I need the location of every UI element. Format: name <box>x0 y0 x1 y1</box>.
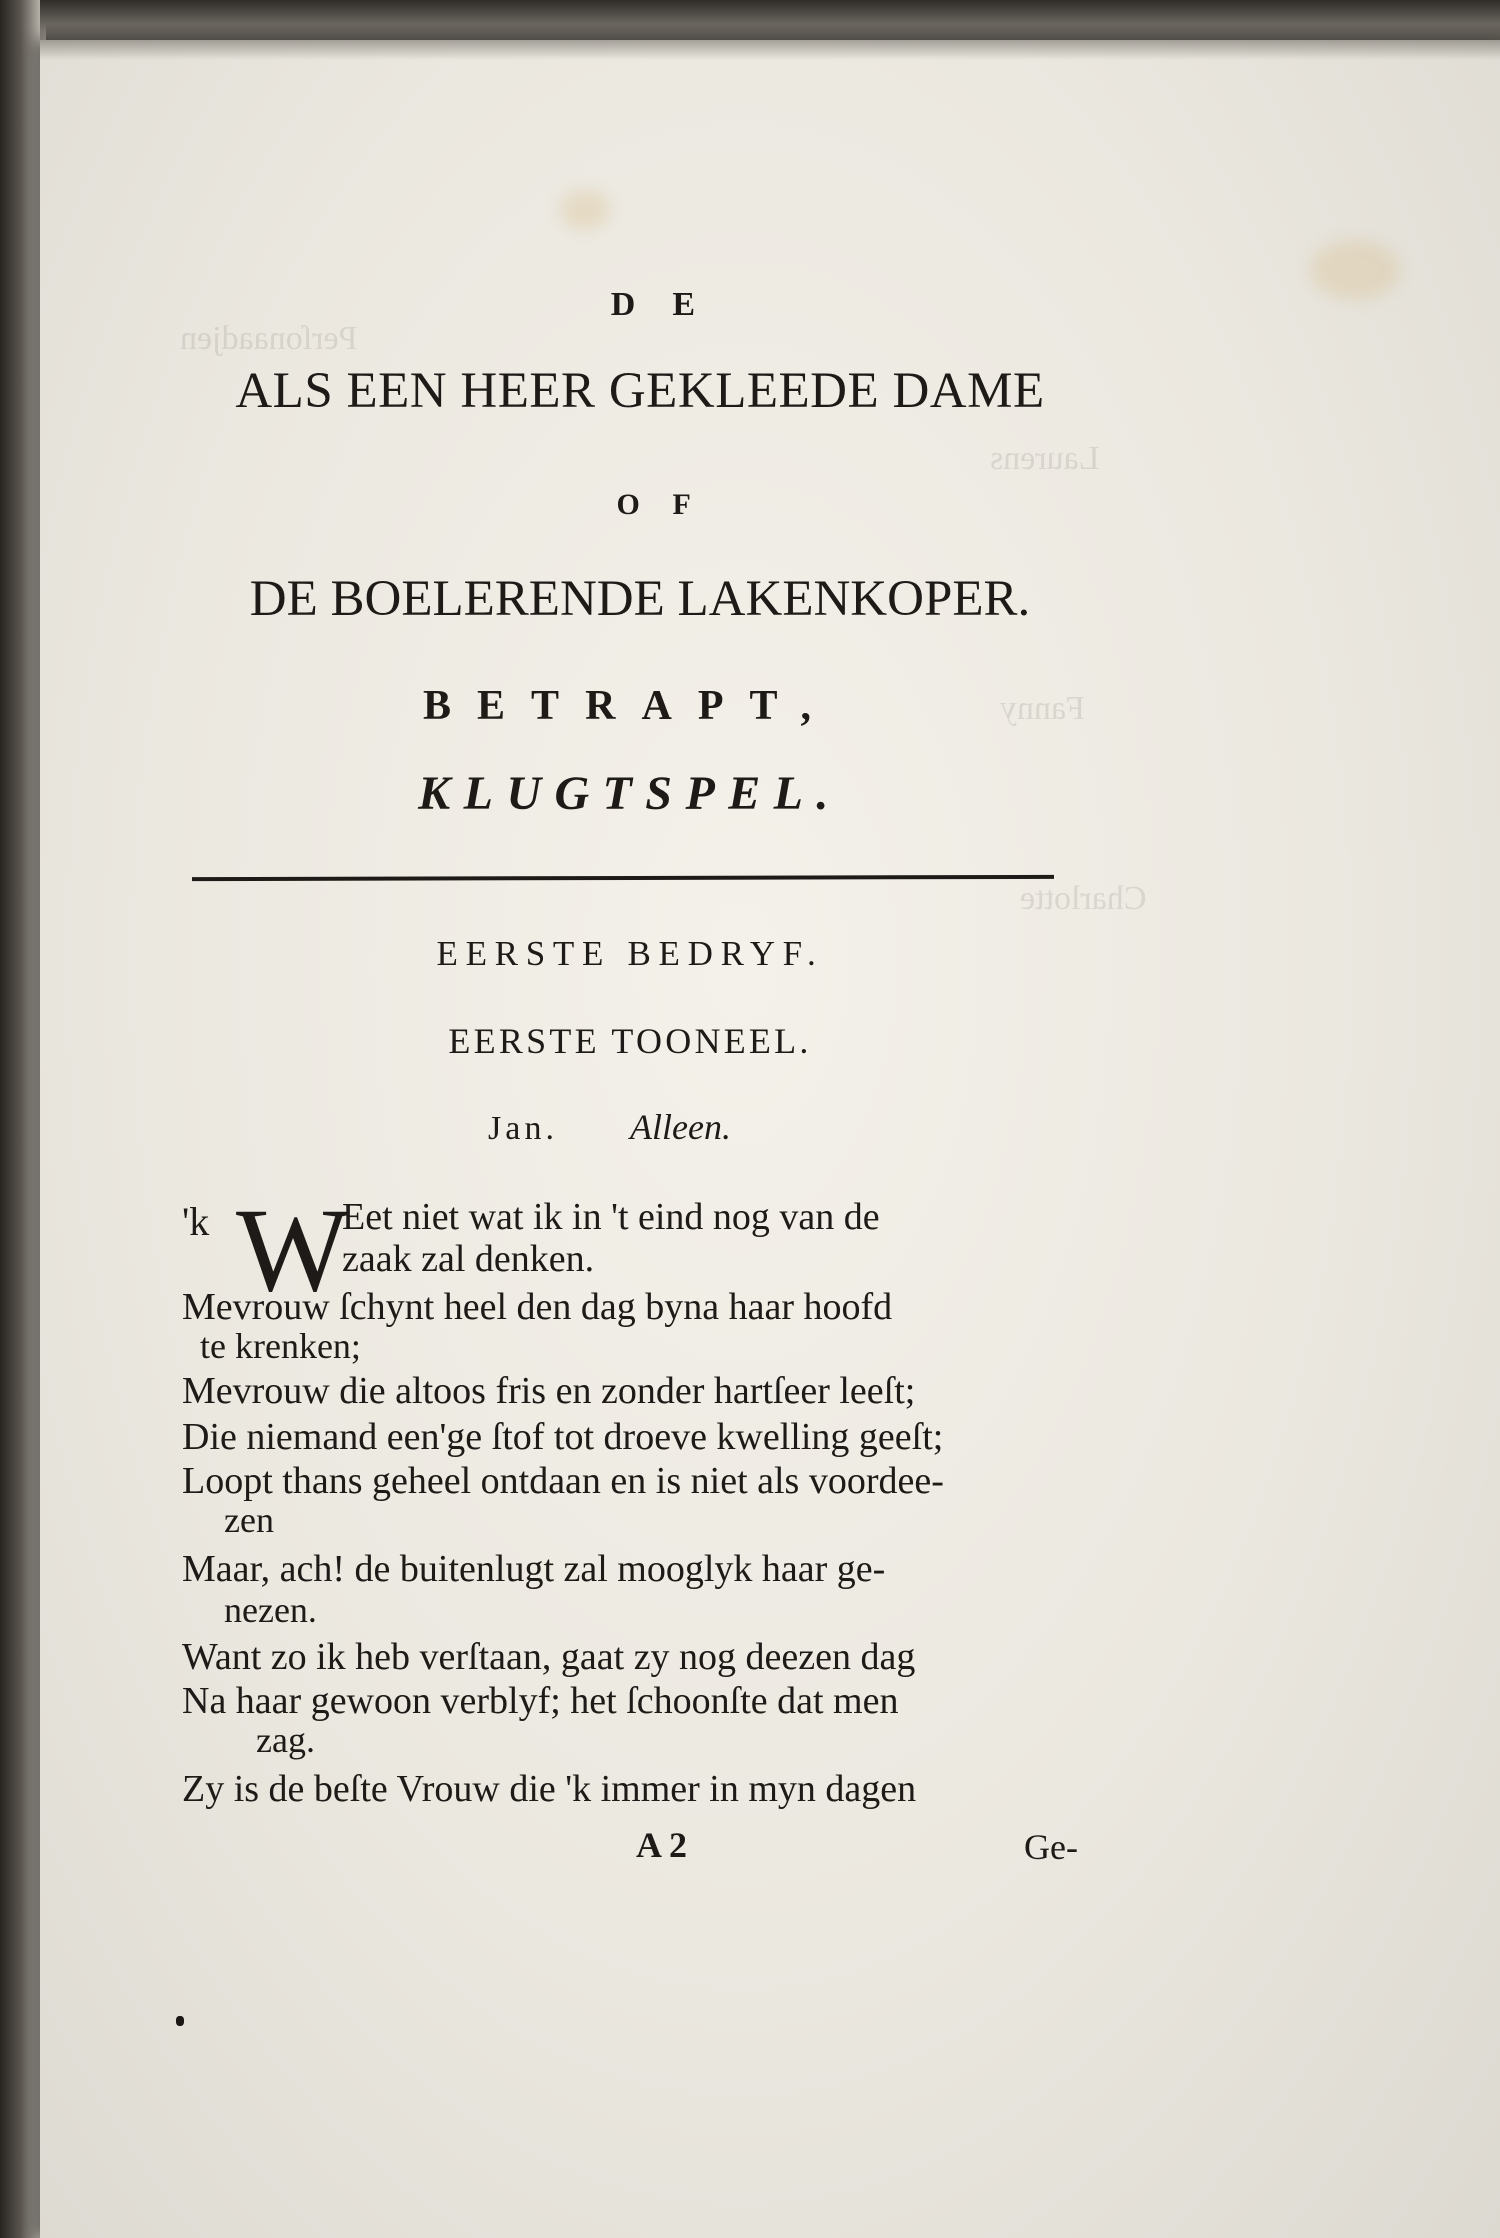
speaker-name: Jan. <box>488 1110 559 1147</box>
show-through-text: Charlotte <box>1020 880 1147 917</box>
verse-prefix: 'k <box>182 1199 210 1244</box>
verse-line: Mevrouw die altoos fris en zonder hartſeer leeſt; <box>182 1370 916 1412</box>
stage-direction: Alleen. <box>630 1107 731 1147</box>
verse-line: Zy is de beſte Vrouw die 'k immer in myn dagen <box>182 1768 917 1810</box>
genre-label: KLUGTSPEL. <box>418 767 842 820</box>
verse-line: zen <box>224 1500 274 1540</box>
title-line-de: D E <box>610 286 710 323</box>
page-top-shadow <box>40 0 1500 60</box>
show-through-text: Laurens <box>990 440 1100 477</box>
title-line-of: O F <box>616 488 704 521</box>
show-through-text: Fanny <box>1000 690 1085 727</box>
title-line-main: ALS EEN HEER GEKLEEDE DAME <box>235 363 1045 419</box>
title-line-betrapt: BETRAPT, <box>422 683 838 729</box>
verse-line: Eet niet wat ik in 't eind nog van de <box>342 1196 880 1238</box>
scene-heading: EERSTE TOONEEL. <box>448 1021 812 1061</box>
verse-line: Want zo ik heb verſtaan, gaat zy nog deezen dag <box>182 1636 916 1678</box>
paper-stain <box>1310 240 1400 300</box>
verse-line: Loopt thans geheel ontdaan en is niet als voordee- <box>182 1460 944 1502</box>
paper-stain <box>560 190 610 230</box>
drop-cap: W <box>236 1183 350 1316</box>
verse-line: nezen. <box>224 1590 317 1630</box>
signature-mark: A 2 <box>636 1825 688 1865</box>
show-through-text: Perſonaadjen <box>180 320 358 357</box>
verse-line: Die niemand een'ge ſtof tot droeve kwelling geeſt; <box>182 1416 944 1458</box>
verse-line: zaak zal denken. <box>342 1238 595 1280</box>
verse-line: te krenken; <box>200 1326 361 1366</box>
catchword: Ge- <box>1024 1827 1078 1867</box>
verse-line: Mevrouw ſchynt heel den dag byna haar hoofd <box>182 1286 893 1328</box>
title-line-subtitle: DE BOELERENDE LAKENKOPER. <box>249 571 1031 627</box>
act-heading: EERSTE BEDRYF. <box>436 934 824 973</box>
verse-line: zag. <box>256 1720 315 1760</box>
ink-spot <box>176 2016 184 2026</box>
verse-line: Na haar gewoon verblyf; het ſchoonſte dat men <box>182 1680 899 1722</box>
verse-line: Maar, ach! de buitenlugt zal mooglyk haar ge- <box>182 1548 886 1590</box>
